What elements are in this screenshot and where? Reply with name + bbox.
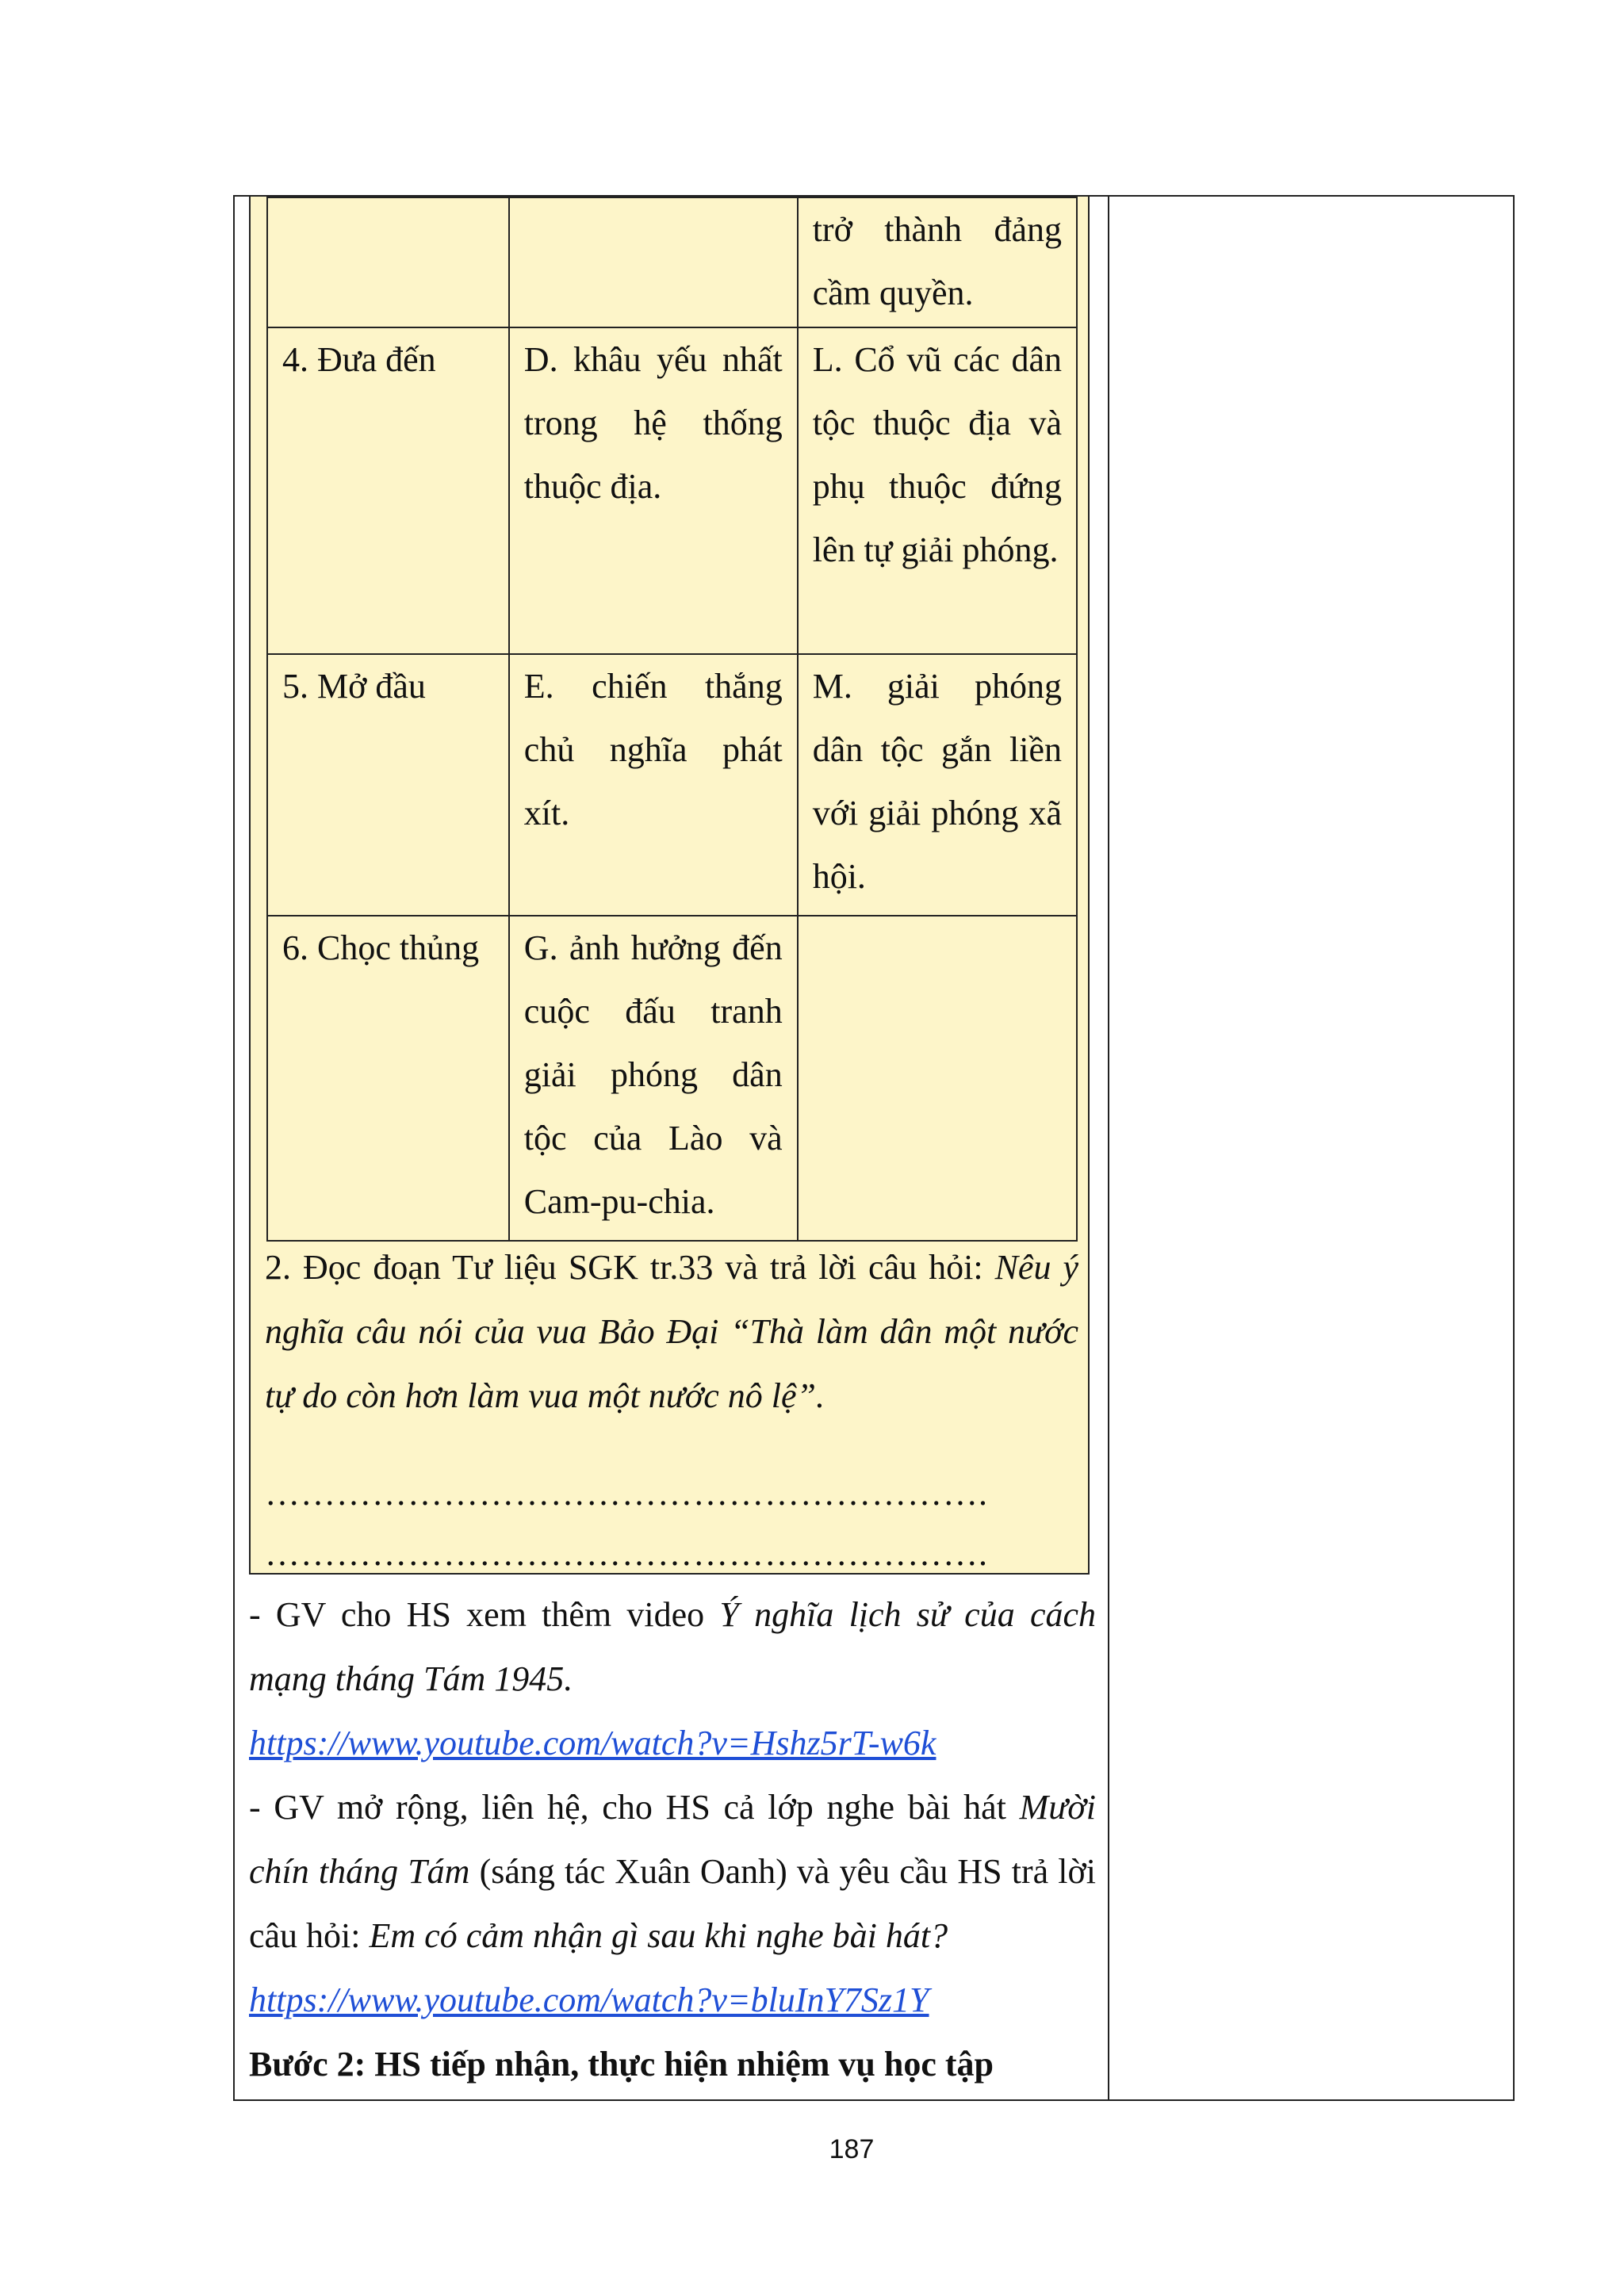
table-row [267,197,1077,327]
worksheet-box [249,195,1090,1575]
question-2-prompt: Nêu ý nghĩa câu nói của vua Bảo Đại “Thà làm dân một nước tự do còn hơn làm vua một nước nô lệ”. [265,1248,1079,1415]
table-cell: 6. Chọc thủng [267,916,509,1241]
question-2-lead: 2. Đọc đoạn Tư liệu SGK tr.33 và trả lời câu hỏi: [265,1248,995,1287]
video-title: Ý nghĩa lịch sử của cách mạng tháng Tám 1945. [249,1595,1096,1698]
table-row [267,654,1077,916]
table-cell [798,916,1077,1241]
answer-line: ……………………………………………………. [265,1474,988,1513]
table-cell: E. chiến thắng chủ nghĩa phát xít. [509,654,798,916]
table-cell: 5. Mở đầu [267,654,509,916]
table-cell: trở thành đảng cầm quyền. [798,197,1077,327]
song-title: Mười chín tháng Tám [249,1788,1096,1891]
song-mid: (sáng tác Xuân Oanh) và yêu cầu HS trả lời câu hỏi: [249,1852,1096,1955]
answer-line: ……………………………………………………. [265,1534,988,1573]
table-cell: M. giải phóng dân tộc gắn liền với giải phóng xã hội. [798,654,1077,916]
activity-notes [249,1582,1096,2096]
lesson-table [233,195,1515,2101]
table-row [267,327,1077,654]
song-lead: - GV mở rộng, liên hệ, cho HS cả lớp nghe bài hát [249,1788,1020,1827]
matching-table [266,197,1078,1242]
table-row [267,916,1077,1241]
step-2-heading: Bước 2: HS tiếp nhận, thực hiện nhiệm vụ học tập [249,2045,994,2084]
song-paragraph [249,1775,1096,1968]
table-cell: D. khâu yếu nhất trong hệ thống thuộc địa. [509,327,798,654]
song-link-line [249,1968,1096,2032]
table-cell [509,197,798,327]
video-link[interactable]: https://www.youtube.com/watch?v=Hshz5rT-w6k [249,1724,936,1762]
page-number: 187 [829,2134,875,2164]
table-cell: 4. Đưa đến [267,327,509,654]
video-link-line [249,1711,1096,1775]
song-question: Em có cảm nhận gì sau khi nghe bài hát? [369,1916,948,1955]
column-separator [1108,197,1109,2099]
song-link[interactable]: https://www.youtube.com/watch?v=bluInY7Sz1Y [249,1980,929,2019]
video-paragraph [249,1582,1096,1711]
table-cell: L. Cổ vũ các dân tộc thuộc địa và phụ thuộc đứng lên tự giải phóng. [798,327,1077,654]
video-lead: - GV cho HS xem thêm video [249,1595,720,1634]
question-2 [265,1235,1078,1428]
table-cell: G. ảnh hưởng đến cuộc đấu tranh giải phóng dân tộc của Lào và Cam-pu-chia. [509,916,798,1241]
table-cell [267,197,509,327]
